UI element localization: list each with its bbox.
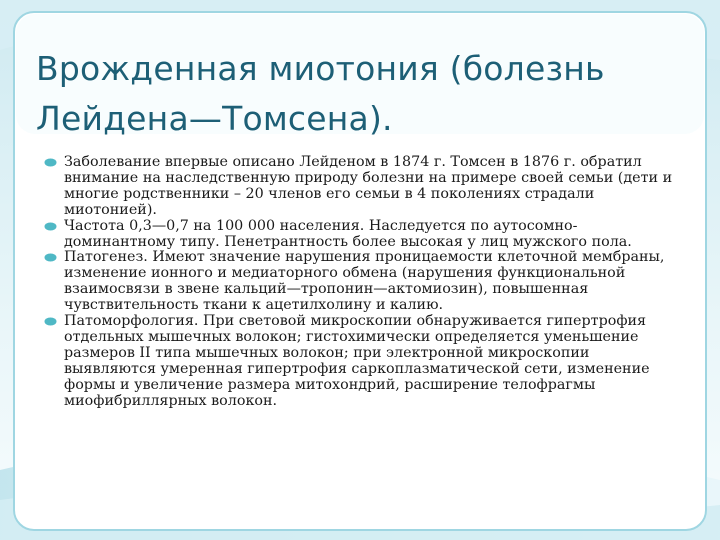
bullet-text: Частота 0,3—0,7 на 100 000 населения. Наследуется по аутосомно-доминантному типу. Пенетрантность более высокая у лиц мужского пола. bbox=[64, 217, 632, 250]
list-item bbox=[44, 314, 684, 409]
bullet-icon bbox=[44, 317, 57, 326]
bullet-list bbox=[44, 155, 684, 410]
list-item bbox=[44, 155, 684, 219]
bullet-icon bbox=[44, 158, 57, 167]
list-item bbox=[44, 250, 684, 314]
bullet-icon bbox=[44, 253, 57, 262]
bullet-text: Заболевание впервые описано Лейденом в 1874 г. Томсен в 1876 г. обратил внимание на наследственную природу болезни на примере своей семьи (дети и многие родственники – 20 членов его семьи в 4 поколениях страдали миотонией). bbox=[64, 154, 673, 218]
bullet-text: Патогенез. Имеют значение нарушения проницаемости клеточной мембраны, изменение ионного и медиаторного обмена (нарушения функциональной взаимосвязи в звене кальций—тропонин—актомиозин), повышенная чувствительность ткани к ацетилхолину и калию. bbox=[64, 249, 665, 314]
bullet-icon bbox=[44, 222, 57, 231]
bullet-text: Патоморфология. При световой микроскопии обнаруживается гипертрофия отдельных мышечных волокон; гистохимически определяется уменьшение размеров II типа мышечных волокон; при электронной микроскопии выявляются умеренная гипертрофия саркоплазматической сети, изменение формы и увеличение размера митохондрий, расширение телофрагмы миофибриллярных волокон. bbox=[64, 313, 650, 409]
slide-title: Врожденная миотония (болезнь Лейдена—Томсена). bbox=[36, 49, 605, 138]
list-item bbox=[44, 219, 684, 251]
